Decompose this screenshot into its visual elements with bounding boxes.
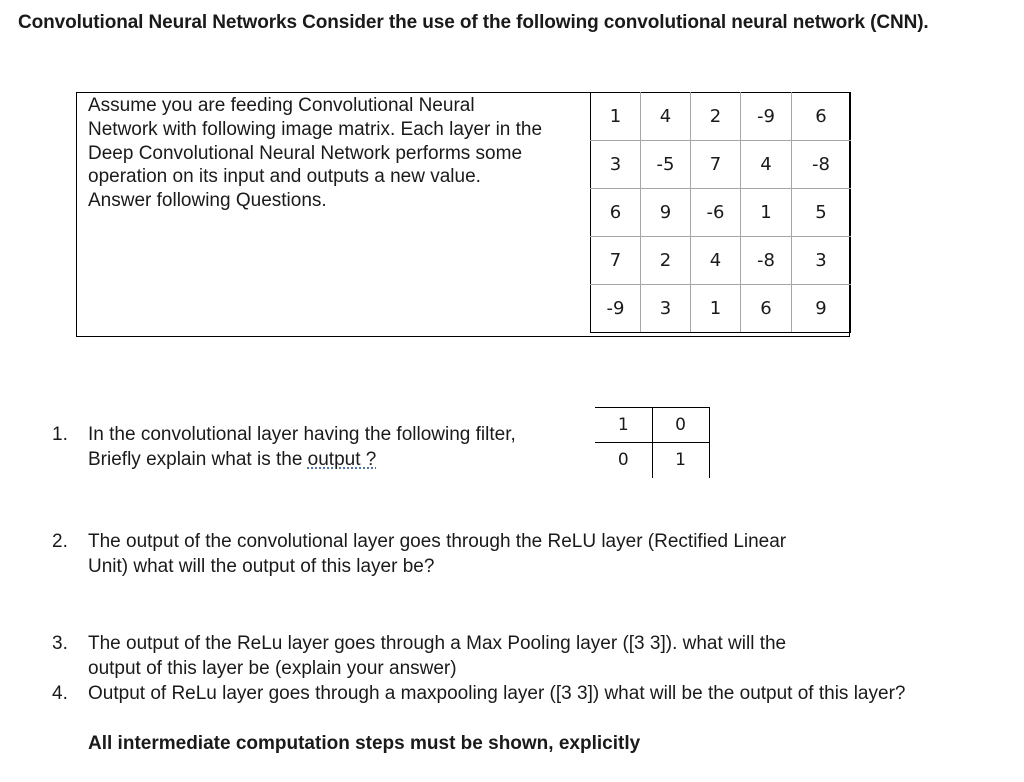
intro-line: Answer following Questions. <box>88 190 327 212</box>
matrix-cell: 3 <box>641 285 691 333</box>
filter-cell: 1 <box>595 408 652 443</box>
question-line: Output of ReLu layer goes through a maxpooling layer ([3 3]) what will be the output of this layer? <box>88 683 906 704</box>
question-text <box>88 529 786 579</box>
matrix-cell: 9 <box>641 189 691 237</box>
matrix-cell: 7 <box>591 237 641 285</box>
matrix-row <box>591 93 851 141</box>
filter-row <box>595 408 709 443</box>
matrix-row <box>591 141 851 189</box>
matrix-row <box>591 285 851 333</box>
question-line: In the convolutional layer having the following filter, <box>88 424 516 445</box>
matrix-cell: 2 <box>641 237 691 285</box>
matrix-cell: 6 <box>741 285 792 333</box>
question-line <box>88 447 516 472</box>
matrix-cell: -8 <box>792 141 851 189</box>
question-number: 1. <box>52 424 68 445</box>
matrix-cell: 9 <box>792 285 851 333</box>
matrix-cell: -9 <box>591 285 641 333</box>
intro-line: Network with following image matrix. Each layer in the <box>88 118 543 140</box>
intro-line: Assume you are feeding Convolutional Neural <box>88 95 475 116</box>
matrix-cell: 3 <box>591 141 641 189</box>
matrix-cell: 6 <box>792 93 851 141</box>
matrix-cell: 1 <box>591 93 641 141</box>
matrix-cell: -6 <box>691 189 741 237</box>
matrix-row <box>591 237 851 285</box>
question-line: The output of the ReLu layer goes through a Max Pooling layer ([3 3]). what will the <box>88 633 787 654</box>
image-matrix <box>590 92 851 333</box>
question-text <box>88 422 516 472</box>
final-note: All intermediate computation steps must be shown, explicitly <box>88 733 641 754</box>
matrix-cell: 5 <box>792 189 851 237</box>
matrix-cell: -9 <box>741 93 792 141</box>
question-line-text: Briefly explain what is the <box>88 449 308 470</box>
matrix-cell: 7 <box>691 141 741 189</box>
intro-text <box>88 94 588 213</box>
matrix-row <box>591 189 851 237</box>
question-line: output of this layer be (explain your answer) <box>88 658 457 679</box>
page-title: Convolutional Neural Networks Consider the use of the following convolutional neural network (CNN). <box>18 12 929 33</box>
intro-line: Deep Convolutional Neural Network performs some <box>88 142 523 164</box>
filter-row <box>595 443 709 478</box>
question-number: 3. <box>52 633 68 654</box>
matrix-cell: 1 <box>741 189 792 237</box>
matrix-cell: 3 <box>792 237 851 285</box>
matrix-cell: 6 <box>591 189 641 237</box>
question-number: 4. <box>52 683 68 704</box>
filter-matrix <box>595 407 710 478</box>
question-line: The output of the convolutional layer goes through the ReLU layer (Rectified Linear <box>88 531 787 552</box>
matrix-cell: 2 <box>691 93 741 141</box>
filter-cell: 0 <box>652 408 709 443</box>
intro-line: operation on its input and outputs a new value. <box>88 166 481 188</box>
question-text <box>88 631 786 681</box>
question-line: Unit) what will the output of this layer be? <box>88 556 435 577</box>
matrix-cell: -8 <box>741 237 792 285</box>
question-text <box>88 681 905 706</box>
matrix-cell: 4 <box>741 141 792 189</box>
filter-cell: 1 <box>652 443 709 478</box>
matrix-cell: 4 <box>641 93 691 141</box>
matrix-cell: 1 <box>691 285 741 333</box>
output-link[interactable]: output ? <box>307 449 377 470</box>
filter-cell: 0 <box>595 443 652 478</box>
matrix-cell: -5 <box>641 141 691 189</box>
matrix-cell: 4 <box>691 237 741 285</box>
question-number: 2. <box>52 531 68 552</box>
